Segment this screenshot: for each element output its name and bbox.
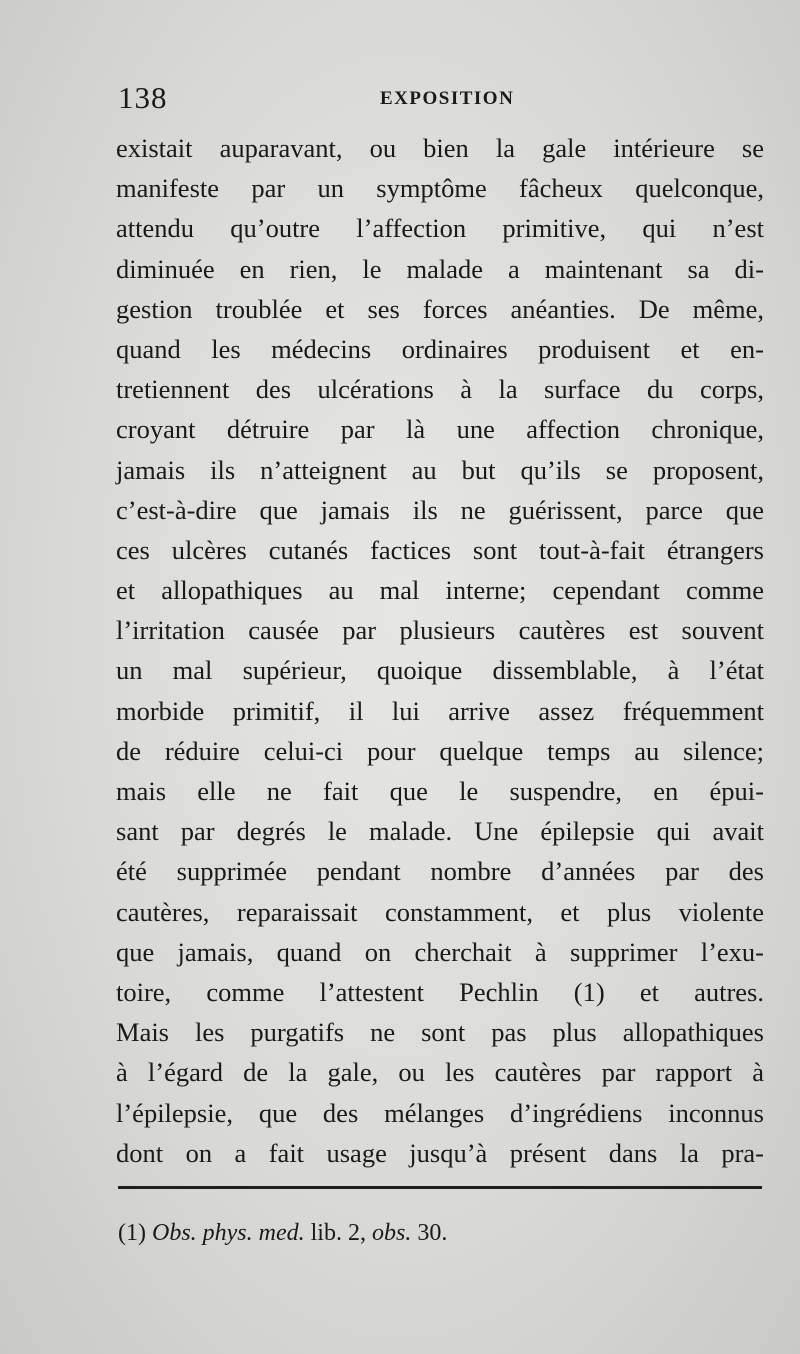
text-line: attendu qu’outre l’affection primitive, qui n’est [116,213,764,244]
text-line: quand les médecins ordinaires produisent et en- [116,333,764,364]
text-line: sant par degrés le malade. Une épilepsie qui avait [116,816,764,847]
text-line: manifeste par un symptôme fâcheux quelconque, [116,173,764,204]
text-line: et allopathiques au mal interne; cependant comme [116,575,764,606]
text-line: toire, comme l’attestent Pechlin (1) et autres. [116,976,764,1007]
running-head: EXPOSITION [380,88,515,109]
page-header [118,80,758,120]
text-line: c’est-à-dire que jamais ils ne guérissent, parce que [116,494,764,525]
text-line: diminuée en rien, le malade a maintenant sa di- [116,253,764,284]
footnote [118,1220,447,1247]
footnote-ref-number: 30. [417,1220,448,1246]
text-line: dont on a fait usage jusqu’à présent dans la pra- [116,1137,764,1168]
text-line: tretiennent des ulcérations à la surface du corps, [116,374,764,405]
text-line: ces ulcères cutanés factices sont tout-à-fait étrangers [116,534,764,565]
text-line: été supprimée pendant nombre d’années par des [116,856,764,887]
footnote-ref-title: Obs. phys. med. [151,1220,305,1246]
body-text [116,128,764,1173]
footnote-marker: (1) [118,1220,146,1246]
text-line: un mal supérieur, quoique dissemblable, à l’état [116,655,764,686]
footnote-ref-obs: obs. [371,1220,412,1246]
footnote-ref-book: lib. 2, [310,1220,366,1246]
text-line: cautères, reparaissait constamment, et plus violente [116,896,764,927]
text-line: l’irritation causée par plusieurs cautères est souvent [116,615,764,646]
text-line: morbide primitif, il lui arrive assez fréquemment [116,695,764,726]
page-number: 138 [118,80,168,115]
text-line: croyant détruire par là une affection chronique, [116,414,764,445]
text-line: à l’égard de la gale, ou les cautères par rapport à [116,1057,764,1088]
text-line: que jamais, quand on cherchait à supprimer l’exu- [116,936,764,967]
text-line: l’épilepsie, que des mélanges d’ingrédiens inconnus [116,1097,764,1128]
text-line: mais elle ne fait que le suspendre, en épui- [116,776,764,806]
text-line: Mais les purgatifs ne sont pas plus allopathiques [116,1017,764,1048]
footnote-divider [118,1186,762,1189]
text-line: existait auparavant, ou bien la gale intérieure se [116,133,764,163]
text-line: jamais ils n’atteignent au but qu’ils se proposent, [116,454,764,485]
text-line: gestion troublée et ses forces anéanties. De même, [116,293,764,324]
text-line: de réduire celui-ci pour quelque temps au silence; [116,735,764,766]
